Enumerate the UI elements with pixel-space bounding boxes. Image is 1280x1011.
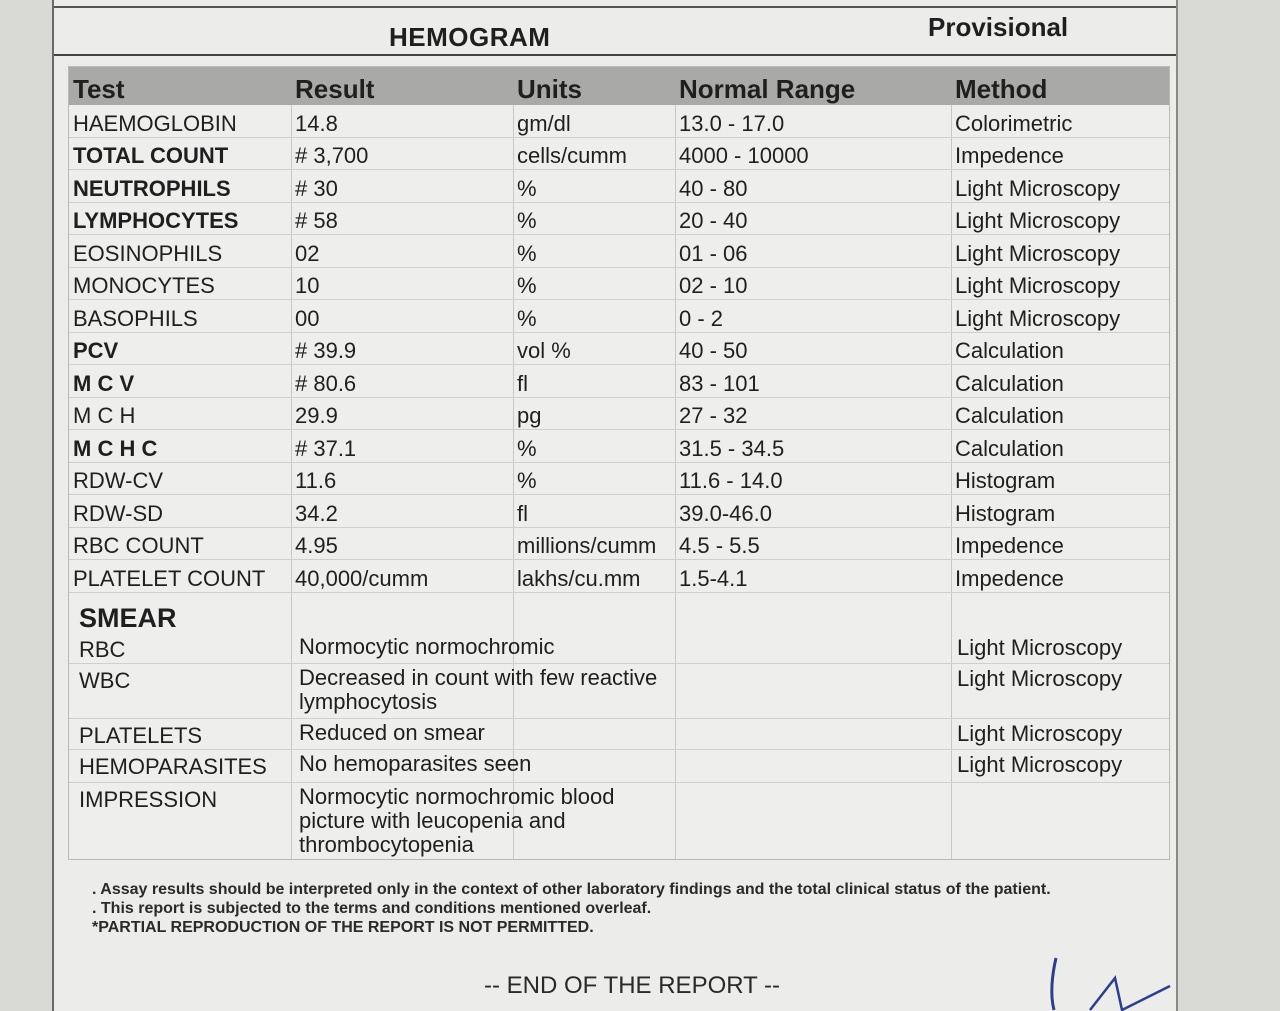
header-range: Normal Range bbox=[675, 67, 951, 105]
footnote-line: . Assay results should be interpreted only in the context of other laboratory findings and the total clinical status of the patient. bbox=[92, 881, 1051, 898]
footnote-line: . This report is subjected to the terms and conditions mentioned overleaf. bbox=[92, 900, 652, 917]
test-range: 13.0 - 17.0 bbox=[675, 105, 951, 137]
footnotes bbox=[92, 880, 1051, 937]
test-range: 39.0-46.0 bbox=[675, 495, 951, 528]
test-range: 1.5-4.1 bbox=[675, 560, 951, 593]
results-table bbox=[69, 67, 1169, 593]
smear-heading: SMEAR bbox=[79, 603, 177, 633]
test-range: 0 - 2 bbox=[675, 300, 951, 333]
test-name: M C V bbox=[69, 365, 291, 398]
test-result: 34.2 bbox=[291, 495, 513, 528]
test-units: fl bbox=[513, 365, 675, 398]
table-row bbox=[69, 300, 1169, 333]
test-range: 20 - 40 bbox=[675, 202, 951, 235]
test-range: 27 - 32 bbox=[675, 397, 951, 430]
test-result: 00 bbox=[291, 300, 513, 333]
table-row bbox=[69, 105, 1169, 137]
smear-name: RBC bbox=[79, 637, 126, 662]
test-result: # 80.6 bbox=[291, 365, 513, 398]
test-units: cells/cumm bbox=[513, 137, 675, 170]
test-method: Impedence bbox=[951, 527, 1169, 560]
smear-name: WBC bbox=[79, 668, 131, 693]
test-range: 40 - 50 bbox=[675, 332, 951, 365]
test-result: 14.8 bbox=[291, 105, 513, 137]
table-row bbox=[69, 462, 1169, 495]
test-method: Calculation bbox=[951, 365, 1169, 398]
test-method: Impedence bbox=[951, 560, 1169, 593]
report-title: HEMOGRAM bbox=[389, 22, 551, 52]
test-result: 10 bbox=[291, 267, 513, 300]
smear-row-impression bbox=[69, 783, 1169, 857]
table-row bbox=[69, 527, 1169, 560]
test-method: Light Microscopy bbox=[951, 202, 1169, 235]
test-name: PLATELET COUNT bbox=[69, 560, 291, 593]
smear-result: Normocytic normochromic blood picture with leucopenia and thrombocytopenia bbox=[299, 784, 615, 857]
table-row bbox=[69, 332, 1169, 365]
test-name: NEUTROPHILS bbox=[69, 170, 291, 203]
table-row bbox=[69, 397, 1169, 430]
test-units: % bbox=[513, 462, 675, 495]
test-range: 40 - 80 bbox=[675, 170, 951, 203]
test-result: # 37.1 bbox=[291, 430, 513, 463]
test-method: Calculation bbox=[951, 397, 1169, 430]
test-method: Light Microscopy bbox=[951, 267, 1169, 300]
test-name: RDW-CV bbox=[69, 462, 291, 495]
test-name: RDW-SD bbox=[69, 495, 291, 528]
table-row bbox=[69, 202, 1169, 235]
top-rule bbox=[54, 6, 1176, 8]
test-method: Light Microscopy bbox=[951, 170, 1169, 203]
test-units: % bbox=[513, 170, 675, 203]
test-result: 40,000/cumm bbox=[291, 560, 513, 593]
test-units: gm/dl bbox=[513, 105, 675, 137]
test-name: BASOPHILS bbox=[69, 300, 291, 333]
test-method: Impedence bbox=[951, 137, 1169, 170]
table-row bbox=[69, 170, 1169, 203]
report-sheet bbox=[52, 0, 1178, 1011]
test-units: lakhs/cu.mm bbox=[513, 560, 675, 593]
test-name: M C H C bbox=[69, 430, 291, 463]
test-range: 02 - 10 bbox=[675, 267, 951, 300]
test-name: EOSINOPHILS bbox=[69, 235, 291, 268]
test-method: Calculation bbox=[951, 430, 1169, 463]
header-method: Method bbox=[951, 67, 1169, 105]
test-result: 4.95 bbox=[291, 527, 513, 560]
test-units: pg bbox=[513, 397, 675, 430]
smear-result: Reduced on smear bbox=[299, 720, 485, 745]
test-range: 11.6 - 14.0 bbox=[675, 462, 951, 495]
smear-name: IMPRESSION bbox=[79, 787, 218, 812]
smear-row-wbc bbox=[69, 664, 1169, 719]
test-units: % bbox=[513, 202, 675, 235]
test-units: % bbox=[513, 235, 675, 268]
smear-method: Light Microscopy bbox=[957, 635, 1123, 660]
header-result: Result bbox=[291, 67, 513, 105]
test-name: LYMPHOCYTES bbox=[69, 202, 291, 235]
test-range: 01 - 06 bbox=[675, 235, 951, 268]
table-row bbox=[69, 560, 1169, 593]
table-row bbox=[69, 365, 1169, 398]
test-result: 11.6 bbox=[291, 462, 513, 495]
test-name: HAEMOGLOBIN bbox=[69, 105, 291, 137]
test-result: 02 bbox=[291, 235, 513, 268]
table-row bbox=[69, 137, 1169, 170]
test-method: Colorimetric bbox=[951, 105, 1169, 137]
test-result: # 30 bbox=[291, 170, 513, 203]
test-units: fl bbox=[513, 495, 675, 528]
test-result: # 39.9 bbox=[291, 332, 513, 365]
smear-row-hemoparasites bbox=[69, 750, 1169, 783]
table-header-row bbox=[69, 67, 1169, 105]
test-units: millions/cumm bbox=[513, 527, 675, 560]
test-name: RBC COUNT bbox=[69, 527, 291, 560]
smear-result: No hemoparasites seen bbox=[299, 751, 532, 776]
report-status: Provisional bbox=[928, 12, 1069, 42]
test-method: Histogram bbox=[951, 495, 1169, 528]
test-method: Light Microscopy bbox=[951, 235, 1169, 268]
smear-name: PLATELETS bbox=[79, 723, 203, 748]
smear-method: Light Microscopy bbox=[957, 666, 1123, 691]
test-method: Light Microscopy bbox=[951, 300, 1169, 333]
smear-method: Light Microscopy bbox=[957, 721, 1123, 746]
smear-method: Light Microscopy bbox=[957, 752, 1123, 777]
test-range: 4000 - 10000 bbox=[675, 137, 951, 170]
smear-name: HEMOPARASITES bbox=[79, 754, 267, 779]
test-units: % bbox=[513, 430, 675, 463]
signature-icon bbox=[1030, 950, 1210, 1011]
test-result: # 3,700 bbox=[291, 137, 513, 170]
test-name: M C H bbox=[69, 397, 291, 430]
smear-result: Normocytic normochromic bbox=[299, 634, 555, 659]
test-method: Calculation bbox=[951, 332, 1169, 365]
footnote-line: *PARTIAL REPRODUCTION OF THE REPORT IS NOT PERMITTED. bbox=[92, 919, 594, 936]
test-name: PCV bbox=[69, 332, 291, 365]
test-range: 31.5 - 34.5 bbox=[675, 430, 951, 463]
smear-row-platelets bbox=[69, 719, 1169, 750]
table-row bbox=[69, 235, 1169, 268]
test-units: % bbox=[513, 267, 675, 300]
smear-row-rbc bbox=[69, 633, 1169, 664]
header-units: Units bbox=[513, 67, 675, 105]
test-units: % bbox=[513, 300, 675, 333]
header-test: Test bbox=[69, 67, 291, 105]
test-range: 83 - 101 bbox=[675, 365, 951, 398]
table-row bbox=[69, 267, 1169, 300]
test-units: vol % bbox=[513, 332, 675, 365]
test-range: 4.5 - 5.5 bbox=[675, 527, 951, 560]
test-result: 29.9 bbox=[291, 397, 513, 430]
test-result: # 58 bbox=[291, 202, 513, 235]
test-name: MONOCYTES bbox=[69, 267, 291, 300]
results-panel bbox=[68, 66, 1170, 860]
end-of-report: -- END OF THE REPORT -- bbox=[484, 972, 781, 999]
smear-result: Decreased in count with few reactive lymphocytosis bbox=[299, 665, 658, 714]
table-row bbox=[69, 430, 1169, 463]
title-rule bbox=[54, 54, 1176, 56]
test-name: TOTAL COUNT bbox=[69, 137, 291, 170]
test-method: Histogram bbox=[951, 462, 1169, 495]
table-row bbox=[69, 495, 1169, 528]
